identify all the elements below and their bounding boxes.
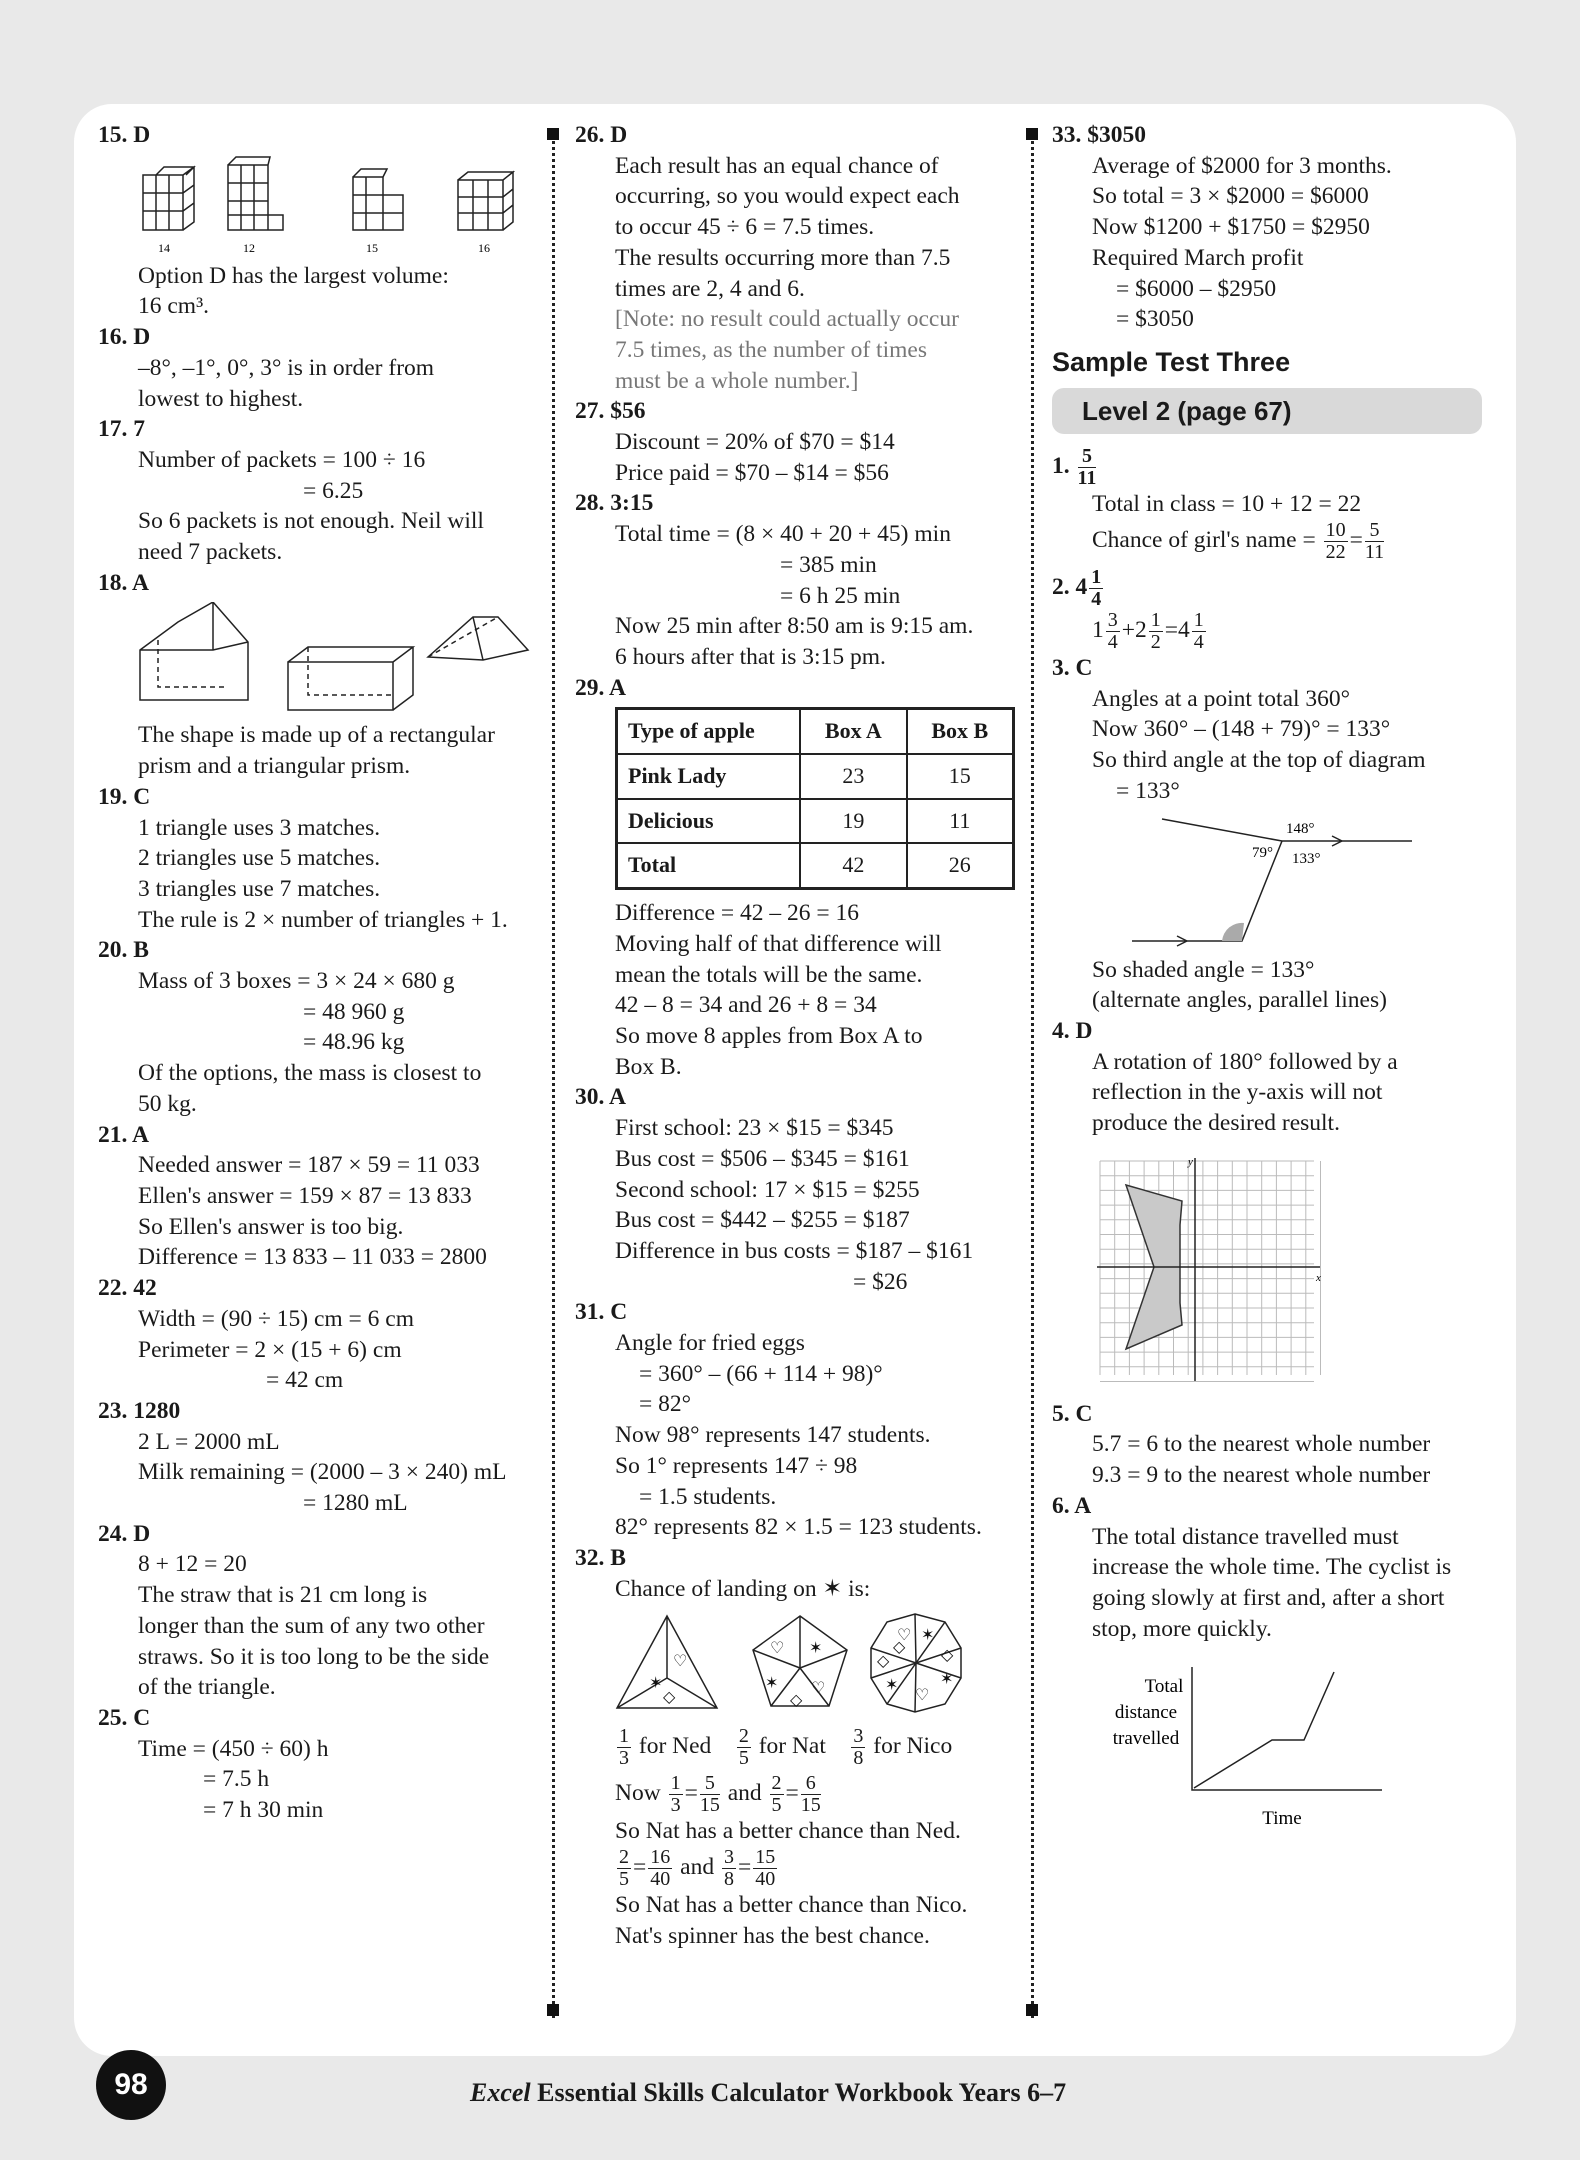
for-ned-text: for Ned <box>638 1733 712 1760</box>
fraction: $\frac{5}{11}$ <box>1077 445 1097 490</box>
answer-16-label: 16. D <box>98 324 151 351</box>
answer-28-line: 6 hours after that is 3:15 pm. <box>615 643 886 670</box>
svg-text:♡: ♡ <box>915 1687 930 1705</box>
test3-answer-3-line: So shaded angle = 133° <box>1092 956 1315 983</box>
answer-26-line: occurring, so you would expect each <box>615 183 960 210</box>
parallel-lines-angle-diagram <box>1092 811 1432 949</box>
table-cell: 42 <box>800 843 906 888</box>
svg-text:♡: ♡ <box>811 1680 826 1698</box>
answer-26-line: Each result has an equal chance of <box>615 152 939 179</box>
angle-label-133: 133° <box>1292 850 1321 867</box>
test3-answer-6-label: 6. A <box>1052 1492 1092 1519</box>
answer-30-line: Second school: 17 × $15 = $255 <box>615 1176 920 1203</box>
graph-y-label: Total <box>1144 1676 1184 1698</box>
test3-answer-6-line: stop, more quickly. <box>1092 1615 1272 1642</box>
fraction: $\frac{2}{5}$ <box>738 1725 749 1770</box>
svg-text:◇: ◇ <box>877 1653 890 1671</box>
answer-21-line: Ellen's answer = 159 × 87 = 13 833 <box>138 1182 472 1209</box>
table-row <box>617 754 1014 799</box>
section-title: Sample Test Three <box>1052 346 1291 377</box>
answer-33-label: 33. $3050 <box>1052 122 1146 148</box>
test3-answer-4-line: reflection in the y-axis will not <box>1092 1079 1383 1106</box>
now-text: Now <box>615 1780 661 1807</box>
answer-19-line: 3 triangles use 7 matches. <box>138 875 381 902</box>
graph-y-label: travelled <box>1112 1728 1180 1750</box>
table-header: Box A <box>800 709 906 754</box>
answer-21-label: 21. A <box>98 1121 149 1148</box>
answer-19-label: 19. C <box>98 783 151 810</box>
test3-answer-6-line: The total distance travelled must <box>1092 1523 1399 1550</box>
svg-text:✶: ✶ <box>765 1675 779 1693</box>
test3-answer-1-line: Chance of girl's name = $\frac{10}{22}$ = $\frac{5}{11}$ <box>1092 519 1385 564</box>
answer-18-line: prism and a triangular prism. <box>138 753 411 780</box>
test3-answer-3-line: = 133° <box>1116 777 1180 804</box>
answer-18-line: The shape is made up of a rectangular <box>138 722 495 749</box>
answer-17-label: 17. 7 <box>98 416 145 443</box>
fraction: $\frac{6}{15}$ <box>800 1772 821 1817</box>
brand-name: Excel <box>470 2078 531 2107</box>
answer-25-label: 25. C <box>98 1704 151 1731</box>
svg-text:♡: ♡ <box>770 1640 785 1658</box>
answer-27-line: Discount = 20% of $70 = $14 <box>615 429 895 456</box>
spinners-figure <box>615 1608 1015 1720</box>
answer-17-line: Number of packets = 100 ÷ 16 <box>138 446 426 473</box>
answer-31-line: = 1.5 students. <box>639 1483 777 1510</box>
answer-21-line: Needed answer = 187 × 59 = 11 033 <box>138 1152 480 1179</box>
fraction: $\frac{5}{15}$ <box>699 1772 720 1817</box>
answer-32-compare-2: $\frac{2}{5}$ = $\frac{16}{40}$ and $\frac{3}{8}$ = $\frac{15}{40}$ <box>619 1846 776 1891</box>
answer-17-line: need 7 packets. <box>138 539 283 566</box>
prism-shapes-figure <box>138 602 538 714</box>
test3-answer-3-line: (alternate angles, parallel lines) <box>1092 987 1387 1014</box>
answer-26-note: must be a whole number.] <box>615 367 859 394</box>
fraction: $\frac{3}{4}$ <box>1107 609 1118 654</box>
answer-29-line: So move 8 apples from Box A to <box>615 1022 923 1049</box>
graph-y-label: distance <box>1114 1702 1178 1724</box>
answer-29-line: 42 – 8 = 34 and 26 + 8 = 34 <box>615 992 877 1019</box>
answer-20-line: Of the options, the mass is closest to <box>138 1060 482 1087</box>
answer-30-line: Difference in bus costs = $187 – $161 <box>615 1237 974 1264</box>
table-header: Box B <box>907 709 1014 754</box>
test3-answer-2-line: 1 $\frac{3}{4}$ +2 $\frac{1}{2}$ =4 $\frac{1}{4}$ <box>1092 609 1204 654</box>
level-title: Level 2 (page 67) <box>1052 388 1482 435</box>
answer-26-note: 7.5 times, as the number of times <box>615 336 927 363</box>
distance-time-graph <box>1092 1662 1412 1832</box>
svg-text:x: x <box>1316 1271 1321 1284</box>
answer-29-label: 29. A <box>575 674 626 701</box>
svg-text:✶: ✶ <box>649 1675 663 1693</box>
answer-30-line: Bus cost = $442 – $255 = $187 <box>615 1207 910 1234</box>
answer-17-line: = 6.25 <box>303 477 364 504</box>
answer-31-label: 31. C <box>575 1299 628 1326</box>
answer-17-line: So 6 packets is not enough. Neil will <box>138 508 484 535</box>
answer-32-line: So Nat has a better chance than Nico. <box>615 1892 968 1919</box>
answer-29-line: mean the totals will be the same. <box>615 961 923 988</box>
answer-33-line: Required March profit <box>1092 244 1304 271</box>
test3-answer-1-line: Total in class = 10 + 12 = 22 <box>1092 491 1362 518</box>
table-cell: Delicious <box>617 799 801 844</box>
table-header: Type of apple <box>617 709 801 754</box>
fraction: $\frac{16}{40}$ <box>650 1846 671 1891</box>
answer-22-line: Width = (90 ÷ 15) cm = 6 cm <box>138 1305 415 1332</box>
answer-23-line: Milk remaining = (2000 – 3 × 240) mL <box>138 1459 507 1486</box>
answer-32-intro: Chance of landing on ✶ is: <box>615 1575 871 1602</box>
svg-text:◇: ◇ <box>790 1692 803 1710</box>
answer-32-chances <box>615 1726 1015 1769</box>
footer-title <box>470 2078 1066 2108</box>
answer-21-line: So Ellen's answer is too big. <box>138 1213 404 1240</box>
fraction: $\frac{1}{2}$ <box>1150 609 1161 654</box>
test3-answer-5-line: 5.7 = 6 to the nearest whole number <box>1092 1431 1431 1458</box>
answer-22-line: = 42 cm <box>266 1367 344 1394</box>
answer-15-line: 16 cm³. <box>138 293 210 320</box>
answer-28-label: 28. 3:15 <box>575 490 654 517</box>
table-cell: 19 <box>800 799 906 844</box>
fraction: $\frac{5}{11}$ <box>1364 519 1385 564</box>
answer-26-line: The results occurring more than 7.5 <box>615 244 951 271</box>
answer-24-line: The straw that is 21 cm long is <box>138 1582 428 1609</box>
answer-30-label: 30. A <box>575 1084 626 1111</box>
answer-23-line: = 1280 mL <box>303 1490 408 1517</box>
table-row <box>617 843 1014 888</box>
svg-text:♡: ♡ <box>673 1653 688 1671</box>
answer-25-line: = 7 h 30 min <box>203 1797 324 1824</box>
svg-text:◇: ◇ <box>663 1689 676 1707</box>
answer-24-line: longer than the sum of any two other <box>138 1612 485 1639</box>
fraction: $\frac{10}{22}$ <box>1325 519 1346 564</box>
answer-26-label: 26. D <box>575 122 628 148</box>
answer-30-line: Bus cost = $506 – $345 = $161 <box>615 1145 910 1172</box>
answer-24-line: straws. So it is too long to be the side <box>138 1643 490 1670</box>
answer-27-label: 27. $56 <box>575 398 646 425</box>
svg-text:◇: ◇ <box>941 1647 954 1665</box>
answer-23-line: 2 L = 2000 mL <box>138 1428 280 1455</box>
answer-27-line: Price paid = $70 – $14 = $56 <box>615 459 889 486</box>
answer-33-line: Average of $2000 for 3 months. <box>1092 152 1392 179</box>
answer-25-line: = 7.5 h <box>203 1766 270 1793</box>
svg-text:♡: ♡ <box>897 1627 912 1645</box>
svg-text:◇: ◇ <box>893 1639 906 1657</box>
answer-24-label: 24. D <box>98 1520 151 1547</box>
fraction: $\frac{2}{5}$ <box>771 1772 782 1817</box>
answer-16-line: –8°, –1°, 0°, 3° is in order from <box>138 354 435 381</box>
angle-label-79: 79° <box>1252 844 1273 861</box>
answer-26-line: times are 2, 4 and 6. <box>615 275 805 302</box>
test3-answer-3-line: Angles at a point total 360° <box>1092 685 1351 712</box>
answers-column-3 <box>1052 120 1492 1838</box>
svg-text:✶: ✶ <box>809 1640 823 1658</box>
test3-answer-4-label: 4. D <box>1052 1017 1093 1044</box>
fraction: $\frac{15}{40}$ <box>755 1846 776 1891</box>
answer-31-line: So 1° represents 147 ÷ 98 <box>615 1452 858 1479</box>
fraction: $\frac{3}{8}$ <box>853 1725 864 1770</box>
answer-26-note: [Note: no result could actually occur <box>615 306 959 333</box>
fig-label-a: 14 <box>158 240 170 255</box>
for-nat-text: for Nat <box>758 1733 826 1760</box>
svg-text:✶: ✶ <box>940 1671 954 1689</box>
cube-stacks-figure <box>138 155 538 255</box>
column-divider-1 <box>552 128 555 2018</box>
answer-18-label: 18. A <box>98 569 149 596</box>
svg-text:✶: ✶ <box>885 1677 899 1695</box>
answer-30-line: = $26 <box>853 1268 908 1295</box>
answer-24-line: 8 + 12 = 20 <box>138 1551 247 1578</box>
answer-22-label: 22. 42 <box>98 1275 157 1302</box>
test3-answer-2: 2. 4 $\frac{1}{4}$ <box>1052 566 1102 611</box>
answer-19-line: The rule is 2 × number of triangles + 1. <box>138 906 508 933</box>
answer-29-line: Difference = 42 – 26 = 16 <box>615 900 860 927</box>
fraction: $\frac{1}{4}$ <box>1091 566 1102 611</box>
answer-28-line: = 385 min <box>780 551 877 578</box>
table-cell: 15 <box>907 754 1014 799</box>
answer-20-line: Mass of 3 boxes = 3 × 24 × 680 g <box>138 968 455 995</box>
test3-answer-3-line: Now 360° – (148 + 79)° = 133° <box>1092 716 1391 743</box>
answer-20-line: = 48 960 g <box>303 998 405 1025</box>
fig-label-b: 12 <box>243 240 255 255</box>
table-cell: 11 <box>907 799 1014 844</box>
fraction: $\frac{1}{3}$ <box>670 1772 681 1817</box>
answer-21-line: Difference = 13 833 – 11 033 = 2800 <box>138 1244 487 1271</box>
and-text: and <box>680 1853 715 1880</box>
answer-19-line: 2 triangles use 5 matches. <box>138 845 381 872</box>
table-cell: Total <box>617 843 801 888</box>
table-cell: Pink Lady <box>617 754 801 799</box>
answers-column-2 <box>575 120 1015 1951</box>
answer-15-line: Option D has the largest volume: <box>138 262 449 289</box>
answer-28-line: = 6 h 25 min <box>780 582 901 609</box>
answer-32-line: Nat's spinner has the best chance. <box>615 1922 930 1949</box>
answer-31-line: = 360° – (66 + 114 + 98)° <box>639 1360 883 1387</box>
fraction: $\frac{1}{4}$ <box>1193 609 1204 654</box>
answer-25-line: Time = (450 ÷ 60) h <box>138 1735 329 1762</box>
angle-label-148: 148° <box>1286 820 1315 837</box>
test3-answer-1: 1. $\frac{5}{11}$ <box>1052 445 1097 490</box>
answer-29-line: Moving half of that difference will <box>615 930 942 957</box>
svg-text:✶: ✶ <box>921 1627 935 1645</box>
answer-31-line: Now 98° represents 147 students. <box>615 1422 931 1449</box>
test3-answer-6-line: going slowly at first and, after a short <box>1092 1584 1445 1611</box>
table-cell: 23 <box>800 754 906 799</box>
fig-label-c: 15 <box>366 240 378 255</box>
and-text: and <box>727 1780 762 1807</box>
svg-text:y: y <box>1188 1155 1193 1168</box>
answer-26-line: to occur 45 ÷ 6 = 7.5 times. <box>615 214 875 241</box>
answer-31-line: Angle for fried eggs <box>615 1330 805 1357</box>
answer-30-line: First school: 23 × $15 = $345 <box>615 1115 894 1142</box>
book-title: Essential Skills Calculator Workbook Years 6–7 <box>537 2078 1067 2107</box>
answer-15-label: 15. D <box>98 122 151 148</box>
test3-answer-5-line: 9.3 = 9 to the nearest whole number <box>1092 1462 1431 1489</box>
answer-19-line: 1 triangle uses 3 matches. <box>138 814 381 841</box>
answer-32-line: So Nat has a better chance than Ned. <box>615 1818 961 1845</box>
table-cell: 26 <box>907 843 1014 888</box>
answer-31-line: 82° represents 82 × 1.5 = 123 students. <box>615 1514 982 1541</box>
answer-33-line: = $3050 <box>1116 306 1194 333</box>
test3-answer-6-line: increase the whole time. The cyclist is <box>1092 1554 1452 1581</box>
answer-20-line: 50 kg. <box>138 1090 197 1117</box>
column-divider-2 <box>1031 128 1034 2018</box>
test3-answer-3-label: 3. C <box>1052 655 1093 682</box>
test3-answer-3-line: So third angle at the top of diagram <box>1092 747 1426 774</box>
fraction: $\frac{2}{5}$ <box>619 1846 629 1891</box>
fig-label-d: 16 <box>478 240 490 255</box>
answer-22-line: Perimeter = 2 × (15 + 6) cm <box>138 1336 402 1363</box>
apple-table <box>615 707 1015 890</box>
graph-x-label: Time <box>1262 1808 1302 1830</box>
answer-24-line: of the triangle. <box>138 1674 276 1701</box>
coordinate-grid-figure <box>1092 1153 1332 1393</box>
answer-23-label: 23. 1280 <box>98 1397 181 1424</box>
test3-answer-5-label: 5. C <box>1052 1400 1093 1427</box>
answer-28-line: Now 25 min after 8:50 am is 9:15 am. <box>615 613 974 640</box>
answer-33-line: So total = 3 × $2000 = $6000 <box>1092 183 1369 210</box>
answer-31-line: = 82° <box>639 1391 692 1418</box>
answer-32-compare-1: Now $\frac{1}{3}$ = $\frac{5}{15}$ and $\frac{2}{5}$ = $\frac{6}{15}$ <box>615 1772 821 1817</box>
answer-29-line: Box B. <box>615 1053 682 1080</box>
table-row <box>617 799 1014 844</box>
answer-28-line: Total time = (8 × 40 + 20 + 45) min <box>615 521 951 548</box>
answer-20-line: = 48.96 kg <box>303 1029 405 1056</box>
answers-column-1 <box>98 120 538 1826</box>
page-number: 98 <box>96 2050 166 2120</box>
test3-answer-4-line: A rotation of 180° followed by a <box>1092 1048 1398 1075</box>
answer-33-line: = $6000 – $2950 <box>1116 275 1277 302</box>
answer-33-line: Now $1200 + $1750 = $2950 <box>1092 214 1370 241</box>
for-nico-text: for Nico <box>873 1733 953 1760</box>
answer-16-line: lowest to highest. <box>138 385 304 412</box>
fraction: $\frac{1}{3}$ <box>619 1725 629 1770</box>
fraction: $\frac{3}{8}$ <box>723 1846 734 1891</box>
answer-20-label: 20. B <box>98 937 149 964</box>
answer-32-label: 32. B <box>575 1544 626 1571</box>
test3-answer-4-line: produce the desired result. <box>1092 1110 1340 1137</box>
